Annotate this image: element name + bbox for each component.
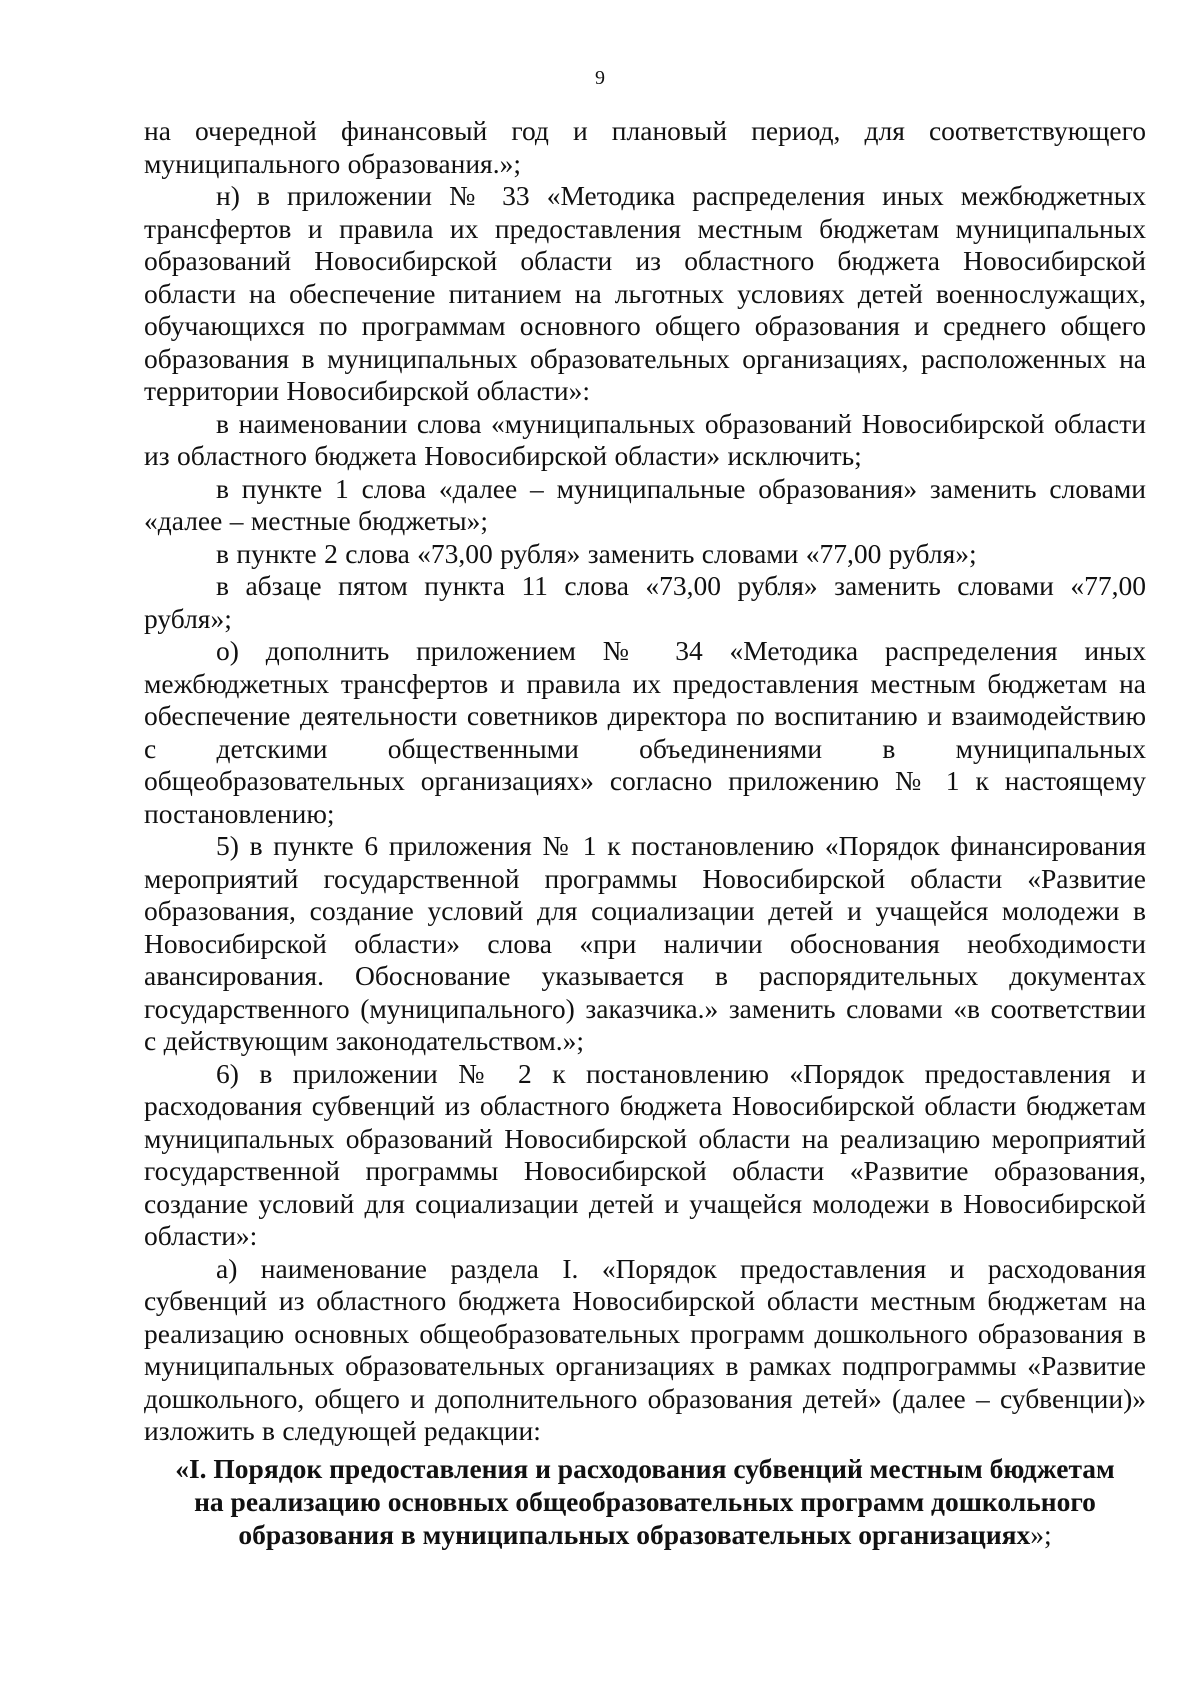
- paragraph-point-11: в абзаце пятом пункта 11 слова «73,00 рубля» заменить словами «77,00 рубля»;: [144, 570, 1146, 634]
- paragraph-item-o: о) дополнить приложением № 34 «Методика распределения иных межбюджетных трансфертов и правила их предоставления местным бюджетам на обеспечение деятельности советников директора по воспитанию и взаимодействию с детскими общественными объединениями в муниципальных общеобразовательных организациях» согласно приложению № 1 к настоящему постановлению;: [144, 635, 1146, 829]
- paragraph-continuation: на очередной финансовый год и плановый период, для соответствующего муниципального образования.»;: [144, 115, 1146, 179]
- section-heading-line-1: «I. Порядок предоставления и расходования субвенций местным бюджетам: [175, 1452, 1115, 1484]
- paragraph-point-2: в пункте 2 слова «73,00 рубля» заменить словами «77,00 рубля»;: [216, 537, 977, 569]
- document-body: [144, 115, 1146, 1551]
- paragraph-item-n: н) в приложении № 33 «Методика распределения иных межбюджетных трансфертов и правила их предоставления местным бюджетам муниципальных образований Новосибирской области из областного бюджета Новосибирской области на обеспечение питанием на льготных условиях детей военнослужащих, обучающихся по программам основного общего образования и среднего общего образования в муниципальных образовательных организациях, расположенных на территории Новосибирской области»:: [144, 180, 1146, 406]
- paragraph-naming-change: в наименовании слова «муниципальных образований Новосибирской области из областного бюджета Новосибирской области» исключить;: [144, 407, 1146, 471]
- paragraph-item-6: 6) в приложении № 2 к постановлению «Порядок предоставления и расходования субвенций из областного бюджета Новосибирской области бюджетам муниципальных образований Новосибирской области на реализацию мероприятий государственной программы Новосибирской области «Развитие образования, создание условий для социализации детей и учащейся молодежи в Новосибирской области»:: [144, 1057, 1146, 1251]
- section-heading-tail: »;: [1030, 1518, 1052, 1550]
- section-heading-line-3: [144, 1518, 1146, 1551]
- section-heading: [144, 1452, 1146, 1551]
- section-heading-line-3-text: образования в муниципальных образовательных организациях: [238, 1518, 1031, 1550]
- paragraph-item-5: 5) в пункте 6 приложения № 1 к постановлению «Порядок финансирования мероприятий государственной программы Новосибирской области «Развитие образования, создание условий для социализации детей и учащейся молодежи в Новосибирской области» слова «при наличии обоснования необходимости авансирования. Обоснование указывается в распорядительных документах государственного (муниципального) заказчика.» заменить словами «в соответствии с действующим законодательством.»;: [144, 830, 1146, 1056]
- paragraph-item-a: а) наименование раздела I. «Порядок предоставления и расходования субвенций из областного бюджета Новосибирской области местным бюджетам на реализацию основных общеобразовательных программ дошкольного образования в муниципальных образовательных организациях в рамках подпрограммы «Развитие дошкольного, общего и дополнительного образования детей» (далее – субвенции)» изложить в следующей редакции:: [144, 1252, 1146, 1446]
- paragraph-point-1: в пункте 1 слова «далее – муниципальные образования» заменить словами «далее – местные бюджеты»;: [144, 472, 1146, 536]
- page-number: 9: [595, 67, 605, 89]
- section-heading-line-2: на реализацию основных общеобразовательных программ дошкольного: [194, 1485, 1096, 1517]
